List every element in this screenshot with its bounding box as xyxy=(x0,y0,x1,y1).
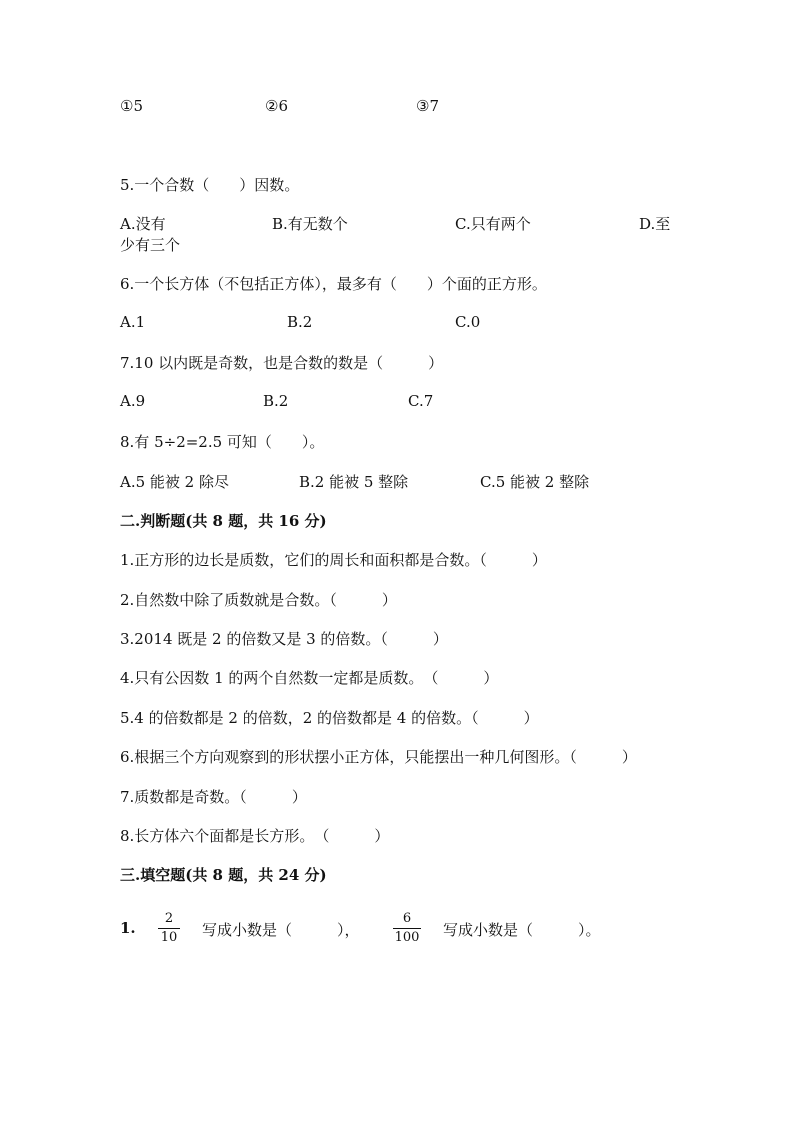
fraction-denominator: 100 xyxy=(394,930,420,945)
judgement-item-1: 1.正方形的边长是质数，它们的周长和面积都是合数。（ ） xyxy=(120,551,547,569)
question-5-stem: 5.一个合数（ ）因数。 xyxy=(120,176,300,194)
judgement-item-8: 8.长方体六个面都是长方形。 （ ） xyxy=(120,827,390,845)
fill-question-1-number: 1. xyxy=(120,919,136,937)
question-7-option-a: A.9 xyxy=(120,392,146,410)
question-7-option-b: B.2 xyxy=(263,392,289,410)
judgement-item-7: 7.质数都是奇数。（ ） xyxy=(120,788,307,806)
question-7-stem: 7.10 以内既是奇数，也是合数的数是（ ） xyxy=(120,354,444,372)
fraction-bar xyxy=(393,928,421,929)
fraction-denominator: 10 xyxy=(160,930,178,945)
judgement-item-3: 3.2014 既是 2 的倍数又是 3 的倍数。（ ） xyxy=(120,630,448,648)
question-8-stem: 8.有 5÷2=2.5 可知（ ）。 xyxy=(120,433,325,451)
question-5-option-b: B.有无数个 xyxy=(272,215,348,233)
fraction-2-over-10 xyxy=(158,912,180,945)
fraction-numerator: 2 xyxy=(164,911,174,926)
fraction-6-over-100 xyxy=(393,912,421,945)
option-2: ②6 xyxy=(265,97,288,115)
judgement-item-4: 4.只有公因数 1 的两个自然数一定都是质数。 （ ） xyxy=(120,669,499,687)
fraction-bar xyxy=(158,928,180,929)
question-8-option-b: B.2 能被 5 整除 xyxy=(299,473,409,491)
question-7-option-c: C.7 xyxy=(408,392,434,410)
question-5-option-a: A.没有 xyxy=(120,215,166,233)
fraction-numerator: 6 xyxy=(402,911,412,926)
section-2-title: 二.判断题(共 8 题，共 16 分) xyxy=(120,512,327,530)
option-1: ①5 xyxy=(120,97,143,115)
judgement-item-2: 2.自然数中除了质数就是合数。（ ） xyxy=(120,591,397,609)
section-3-title: 三.填空题(共 8 题，共 24 分) xyxy=(120,866,327,884)
question-5-option-d-wrap: 少有三个 xyxy=(120,236,181,254)
question-5-option-d: D.至 xyxy=(639,215,671,233)
question-5-option-c: C.只有两个 xyxy=(455,215,531,233)
option-3: ③7 xyxy=(416,97,439,115)
question-6-stem: 6.一个长方体（不包括正方体），最多有（ ）个面的正方形。 xyxy=(120,275,547,293)
question-6-option-a: A.1 xyxy=(120,313,146,331)
judgement-item-5: 5.4 的倍数都是 2 的倍数，2 的倍数都是 4 的倍数。（ ） xyxy=(120,709,539,727)
question-6-option-b: B.2 xyxy=(287,313,313,331)
fill-question-1-text-1: 写成小数是（ ）， xyxy=(202,921,360,939)
question-8-option-a: A.5 能被 2 除尽 xyxy=(120,473,229,491)
question-8-option-c: C.5 能被 2 整除 xyxy=(480,473,590,491)
judgement-item-6: 6.根据三个方向观察到的形状摆小正方体，只能摆出一种几何图形。（ ） xyxy=(120,748,637,766)
question-6-option-c: C.0 xyxy=(455,313,481,331)
fill-question-1-text-2: 写成小数是（ ）。 xyxy=(443,921,601,939)
